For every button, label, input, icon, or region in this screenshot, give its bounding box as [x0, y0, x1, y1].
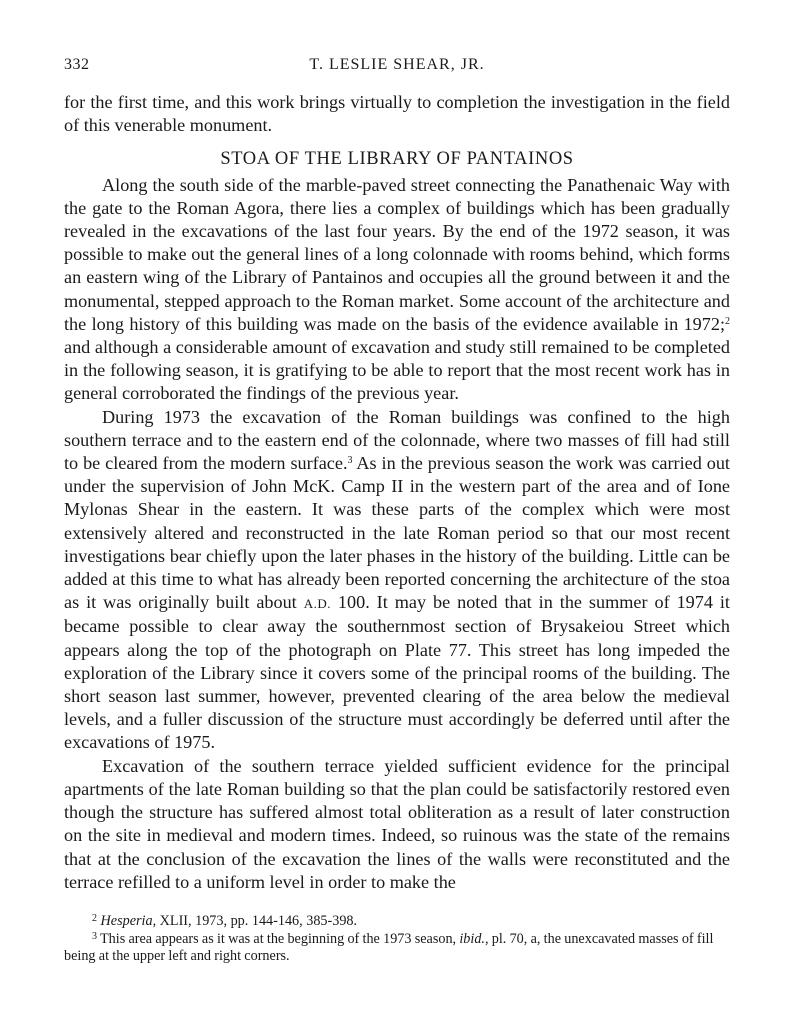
footnote-3-ibid: ibid. — [459, 930, 485, 947]
footnote-3-text-b: , pl. 70, a, the unexcavated masses of fill being at the upper left and right corners. — [64, 930, 714, 965]
paragraph-2-text-b: As in the previous season the work was carried out under the supervision of John McK. Camp II in the western part of the area and of Ione Mylonas Shear in the eastern. It was these parts of the complex which were most extensively altered and reconstructed in the late Roman period so that our most recent investigations bear chiefly upon the later phases in the history of the building. Little can be added at this time to what has already been reported concerning the architecture of the stoa as it was originally built about — [64, 453, 730, 613]
paragraph-2-text-a: During 1973 the excavation of the Roman buildings was confined to the high southern terrace and to the eastern end of the colonnade, where two masses of fill had still to be cleared from the modern surface. — [64, 406, 730, 474]
era-abbreviation: A.D. — [303, 596, 331, 612]
paragraph-1-text-a: Along the south side of the marble-paved street connecting the Panathenaic Way with the gate to the Roman Agora, there lies a complex of buildings which has been gradually revealed in the excavations of the last four years. By the end of the 1972 season, it was possible to make out the general lines of a long colonnade with rooms behind, which forms an eastern wing of the Library of Pantainos and occupies all the ground between it and the monumental, stepped approach to the Roman market. Some account of the architecture and the long history of this building was made on the basis of the evidence available in 1972; — [64, 174, 730, 334]
footnote-2 — [64, 913, 730, 931]
running-title: T. LESLIE SHEAR, JR. — [309, 56, 485, 73]
page-number: 332 — [64, 56, 90, 73]
footnote-3-mark: 3 — [92, 930, 97, 942]
paragraph-2 — [64, 406, 730, 755]
footnote-2-text: , XLII, 1973, pp. 144-146, 385-398. — [152, 913, 358, 929]
intro-paragraph: for the first time, and this work brings virtually to completion the investigation in the field of this venerable monument. — [64, 92, 730, 136]
footnote-ref-3[interactable]: 3 — [347, 455, 353, 467]
footnote-3-text-a: This area appears as it was at the beginning of the 1973 season, — [97, 930, 460, 947]
footnote-2-mark: 2 — [92, 913, 97, 924]
paragraph-2-text-c: 100. It may be noted that in the summer of 1974 it became possible to clear away the southernmost section of Brysakeiou Street which appears along the top of the photograph on Plate 77. This street has long impeded the exploration of the Library since it covers some of the principal rooms of the building. The short season last summer, however, prevented clearing of the area below the medieval levels, and a fuller discussion of the structure must accordingly be deferred until after the excavations of 1975. — [64, 592, 730, 753]
footnote-2-journal: Hesperia — [100, 913, 153, 929]
footnote-3 — [64, 931, 730, 966]
body-text — [64, 91, 730, 894]
paragraph-1 — [64, 174, 730, 406]
paragraph-1-text-b: and although a considerable amount of excavation and study still remained to be completed in the following season, it is gratifying to be able to report that the most recent work has in general corroborated the findings of the previous year. — [64, 337, 730, 404]
section-heading: STOA OF THE LIBRARY OF PANTAINOS — [220, 149, 574, 170]
footnote-ref-2[interactable]: 2 — [725, 315, 730, 327]
footnotes — [64, 913, 730, 966]
paragraph-3: Excavation of the southern terrace yielded sufficient evidence for the principal apartments of the late Roman building so that the plan could be satisfactorily restored even though the structure has suffered almost total obliteration as a result of later construction on the site in medieval and modern times. Indeed, so ruinous was the state of the remains that at the conclusion of the excavation the lines of the walls were reconstituted and the terrace refilled to a uniform level in order to make the — [64, 755, 730, 892]
running-head — [64, 56, 730, 80]
